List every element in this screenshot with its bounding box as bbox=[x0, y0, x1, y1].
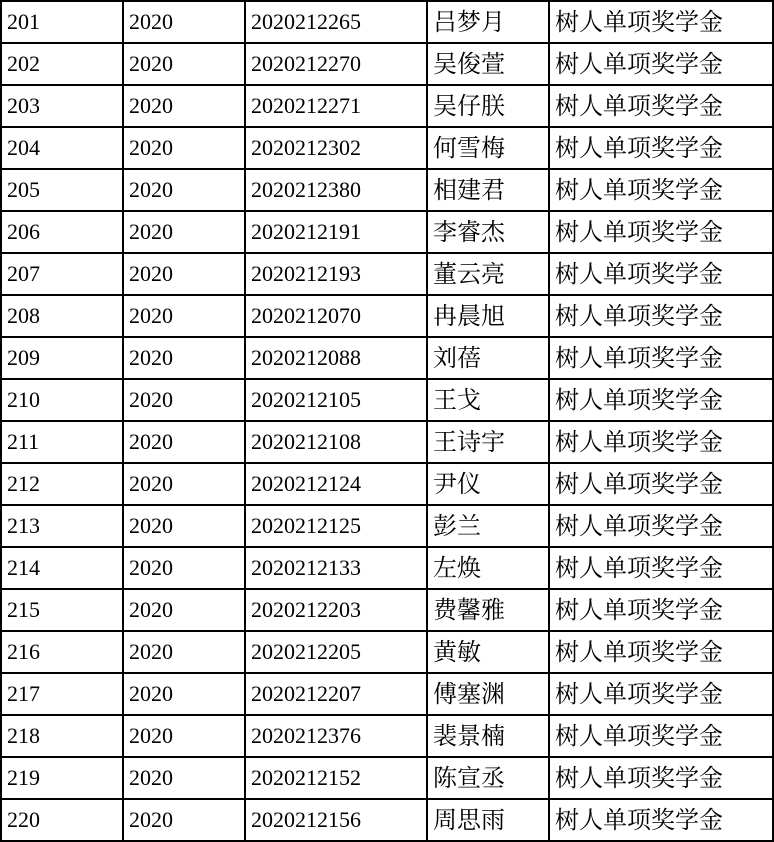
enrollment-year-cell: 2020 bbox=[123, 43, 245, 85]
student-id-cell: 2020212271 bbox=[245, 85, 427, 127]
enrollment-year-cell: 2020 bbox=[123, 253, 245, 295]
award-name-cell: 树人单项奖学金 bbox=[549, 715, 773, 757]
student-id-cell: 2020212193 bbox=[245, 253, 427, 295]
row-number-cell: 211 bbox=[1, 421, 123, 463]
student-id-cell: 2020212191 bbox=[245, 211, 427, 253]
table-row bbox=[1, 1, 773, 43]
row-number-cell: 207 bbox=[1, 253, 123, 295]
student-name-cell: 傅塞渊 bbox=[427, 673, 549, 715]
row-number-cell: 209 bbox=[1, 337, 123, 379]
award-name-cell: 树人单项奖学金 bbox=[549, 1, 773, 43]
table-row bbox=[1, 169, 773, 211]
table-row bbox=[1, 589, 773, 631]
student-id-cell: 2020212265 bbox=[245, 1, 427, 43]
enrollment-year-cell: 2020 bbox=[123, 379, 245, 421]
student-name-cell: 尹仪 bbox=[427, 463, 549, 505]
table-row bbox=[1, 85, 773, 127]
student-id-cell: 2020212108 bbox=[245, 421, 427, 463]
award-name-cell: 树人单项奖学金 bbox=[549, 295, 773, 337]
student-name-cell: 李睿杰 bbox=[427, 211, 549, 253]
student-id-cell: 2020212133 bbox=[245, 547, 427, 589]
row-number-cell: 220 bbox=[1, 799, 123, 841]
enrollment-year-cell: 2020 bbox=[123, 589, 245, 631]
table-row bbox=[1, 43, 773, 85]
table-row bbox=[1, 463, 773, 505]
row-number-cell: 216 bbox=[1, 631, 123, 673]
student-name-cell: 黄敏 bbox=[427, 631, 549, 673]
student-id-cell: 2020212205 bbox=[245, 631, 427, 673]
row-number-cell: 205 bbox=[1, 169, 123, 211]
award-name-cell: 树人单项奖学金 bbox=[549, 547, 773, 589]
award-name-cell: 树人单项奖学金 bbox=[549, 757, 773, 799]
enrollment-year-cell: 2020 bbox=[123, 127, 245, 169]
enrollment-year-cell: 2020 bbox=[123, 421, 245, 463]
student-name-cell: 彭兰 bbox=[427, 505, 549, 547]
student-id-cell: 2020212203 bbox=[245, 589, 427, 631]
award-name-cell: 树人单项奖学金 bbox=[549, 673, 773, 715]
enrollment-year-cell: 2020 bbox=[123, 547, 245, 589]
row-number-cell: 204 bbox=[1, 127, 123, 169]
student-id-cell: 2020212088 bbox=[245, 337, 427, 379]
table-row bbox=[1, 211, 773, 253]
student-id-cell: 2020212152 bbox=[245, 757, 427, 799]
enrollment-year-cell: 2020 bbox=[123, 463, 245, 505]
enrollment-year-cell: 2020 bbox=[123, 757, 245, 799]
enrollment-year-cell: 2020 bbox=[123, 337, 245, 379]
row-number-cell: 206 bbox=[1, 211, 123, 253]
student-name-cell: 相建君 bbox=[427, 169, 549, 211]
table-row bbox=[1, 505, 773, 547]
student-id-cell: 2020212070 bbox=[245, 295, 427, 337]
student-name-cell: 王诗宇 bbox=[427, 421, 549, 463]
award-name-cell: 树人单项奖学金 bbox=[549, 43, 773, 85]
row-number-cell: 218 bbox=[1, 715, 123, 757]
row-number-cell: 212 bbox=[1, 463, 123, 505]
row-number-cell: 219 bbox=[1, 757, 123, 799]
award-name-cell: 树人单项奖学金 bbox=[549, 127, 773, 169]
award-name-cell: 树人单项奖学金 bbox=[549, 421, 773, 463]
table-row bbox=[1, 127, 773, 169]
award-list-body bbox=[1, 1, 773, 841]
award-name-cell: 树人单项奖学金 bbox=[549, 505, 773, 547]
award-name-cell: 树人单项奖学金 bbox=[549, 169, 773, 211]
row-number-cell: 213 bbox=[1, 505, 123, 547]
row-number-cell: 202 bbox=[1, 43, 123, 85]
enrollment-year-cell: 2020 bbox=[123, 169, 245, 211]
table-row bbox=[1, 631, 773, 673]
student-id-cell: 2020212376 bbox=[245, 715, 427, 757]
row-number-cell: 214 bbox=[1, 547, 123, 589]
student-id-cell: 2020212125 bbox=[245, 505, 427, 547]
table-row bbox=[1, 379, 773, 421]
table-row bbox=[1, 337, 773, 379]
enrollment-year-cell: 2020 bbox=[123, 631, 245, 673]
enrollment-year-cell: 2020 bbox=[123, 673, 245, 715]
student-name-cell: 吴俊萱 bbox=[427, 43, 549, 85]
table-row bbox=[1, 295, 773, 337]
table-row bbox=[1, 253, 773, 295]
student-name-cell: 左焕 bbox=[427, 547, 549, 589]
enrollment-year-cell: 2020 bbox=[123, 85, 245, 127]
student-name-cell: 刘蓓 bbox=[427, 337, 549, 379]
award-name-cell: 树人单项奖学金 bbox=[549, 379, 773, 421]
student-id-cell: 2020212124 bbox=[245, 463, 427, 505]
award-name-cell: 树人单项奖学金 bbox=[549, 253, 773, 295]
enrollment-year-cell: 2020 bbox=[123, 505, 245, 547]
table-row bbox=[1, 757, 773, 799]
award-name-cell: 树人单项奖学金 bbox=[549, 799, 773, 841]
student-name-cell: 吴仔朕 bbox=[427, 85, 549, 127]
student-name-cell: 吕梦月 bbox=[427, 1, 549, 43]
student-id-cell: 2020212207 bbox=[245, 673, 427, 715]
student-id-cell: 2020212380 bbox=[245, 169, 427, 211]
student-name-cell: 何雪梅 bbox=[427, 127, 549, 169]
table-row bbox=[1, 799, 773, 841]
student-id-cell: 2020212105 bbox=[245, 379, 427, 421]
award-name-cell: 树人单项奖学金 bbox=[549, 589, 773, 631]
student-id-cell: 2020212270 bbox=[245, 43, 427, 85]
enrollment-year-cell: 2020 bbox=[123, 1, 245, 43]
student-name-cell: 王戈 bbox=[427, 379, 549, 421]
table-row bbox=[1, 715, 773, 757]
student-name-cell: 周思雨 bbox=[427, 799, 549, 841]
student-name-cell: 费馨雅 bbox=[427, 589, 549, 631]
student-name-cell: 裴景楠 bbox=[427, 715, 549, 757]
award-name-cell: 树人单项奖学金 bbox=[549, 631, 773, 673]
student-id-cell: 2020212156 bbox=[245, 799, 427, 841]
enrollment-year-cell: 2020 bbox=[123, 799, 245, 841]
enrollment-year-cell: 2020 bbox=[123, 211, 245, 253]
table-row bbox=[1, 421, 773, 463]
row-number-cell: 215 bbox=[1, 589, 123, 631]
award-name-cell: 树人单项奖学金 bbox=[549, 211, 773, 253]
award-name-cell: 树人单项奖学金 bbox=[549, 337, 773, 379]
student-name-cell: 冉晨旭 bbox=[427, 295, 549, 337]
student-name-cell: 董云亮 bbox=[427, 253, 549, 295]
table-row bbox=[1, 673, 773, 715]
student-name-cell: 陈宣丞 bbox=[427, 757, 549, 799]
table-row bbox=[1, 547, 773, 589]
row-number-cell: 210 bbox=[1, 379, 123, 421]
row-number-cell: 208 bbox=[1, 295, 123, 337]
enrollment-year-cell: 2020 bbox=[123, 715, 245, 757]
enrollment-year-cell: 2020 bbox=[123, 295, 245, 337]
row-number-cell: 217 bbox=[1, 673, 123, 715]
row-number-cell: 203 bbox=[1, 85, 123, 127]
student-id-cell: 2020212302 bbox=[245, 127, 427, 169]
award-name-cell: 树人单项奖学金 bbox=[549, 463, 773, 505]
row-number-cell: 201 bbox=[1, 1, 123, 43]
award-name-cell: 树人单项奖学金 bbox=[549, 85, 773, 127]
